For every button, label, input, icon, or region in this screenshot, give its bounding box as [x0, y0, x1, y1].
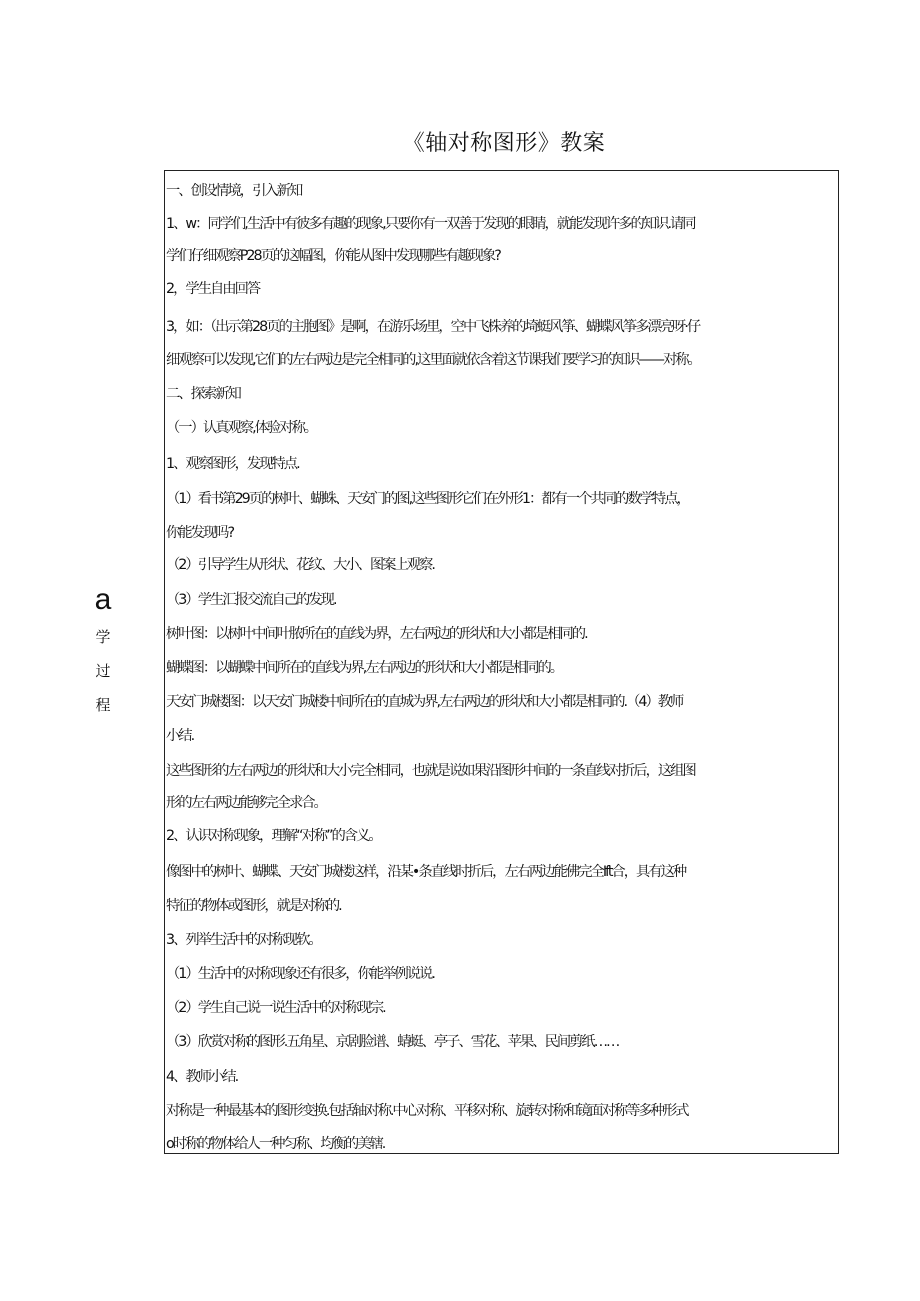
text-line: 4、教师小结.	[166, 1069, 238, 1085]
section-mark: a	[94, 583, 112, 616]
text-line: （1）生活中的对称现象还有很多，你能举例说说.	[166, 966, 434, 982]
text-line: 你能发现吗?	[166, 525, 234, 541]
section-char: 过	[95, 662, 111, 680]
text-line: 特征的物体或图形，就是对称的.	[166, 898, 341, 914]
text-line: 天安门城楼图：以天安门城楼中间所在的直城为界,左右两边的形状和大小都是相同的.（4）教师	[166, 694, 683, 710]
text-line: 树叶图：以树叶中间叶脓所在的直线为界，左右两边的形状和大小都是相同的.	[166, 626, 587, 642]
section-label	[70, 580, 136, 722]
text-line: 1、w：同学们,生活中有彼多有趣的现象,只要你有一双善于发现的眼睛，就能发现许多的知识.请同	[166, 216, 695, 232]
section-char: 学	[95, 628, 111, 646]
text-line: 3、列举生活中的对称现软。	[166, 932, 321, 948]
text-line: 学们仔细观察P28页的这幅图，你能从图中发现哪些有趣现象?	[166, 248, 500, 264]
text-line: 1、观察图形，发现特点.	[166, 456, 299, 472]
text-line: （1）看书第29页的树叶、蝴蛛、天安门的图,这些图形它们在外形1：都有一个共同的数学特点，	[166, 491, 689, 507]
text-line: 一、创设情境，引入新知	[166, 183, 302, 199]
text-line: 3，如：（出示第28页的主胞图》是啊，在游乐场里，空中飞株养的埼蜓风筝、蝴蝶风筝多漂亮呀·仔	[166, 319, 700, 335]
text-line: 细观察可以发现,它们的左右两边是完全相同的,这里面就依含着这节课我们要学习的知识——对称。	[166, 352, 700, 368]
text-line: o时称的物体给人一种匀称、均衡的美辖.	[166, 1136, 385, 1152]
text-line: （2）引导学生从形状、花纹、大小、图案上观察.	[166, 557, 434, 573]
page-title: 《轴对称图形》教案	[402, 131, 606, 156]
text-line: 蝴蝶图：以蝴蝶中间所在的直线为界,左右两边的形状和大小都是相同的。	[166, 660, 563, 676]
text-line: （2）学生自己说一说生活中的对称现宗.	[166, 1000, 385, 1016]
text-line: 二、探索新知	[166, 386, 240, 402]
text-line: 2、认识对称现象，理解“对称”的含义。	[166, 828, 381, 844]
text-line: 2，学生自由回答	[166, 281, 260, 297]
text-line: 像图中的树叶、蝴蝶、天安门城楼这样，沿某•条直线时折后，左右两边能佛完全Ift合，具有这种	[166, 864, 686, 880]
text-line: 这些图形的左右两边的形状和大小完全相同，也就是说如果沿图形中间的一条直线对折后，这组图	[166, 763, 695, 779]
text-line: （3）学生汇报交流自己的发现.	[166, 592, 336, 608]
text-line: （一）认真观察,体验对称。	[166, 420, 317, 436]
text-line: 小结.	[166, 728, 194, 744]
text-line: 对称是一种最基本的图形变换.包括轴对称.中心对称、平移对称、旋转对称和镜面对称等多种形式	[166, 1103, 688, 1119]
section-char: 程	[95, 696, 111, 714]
text-line: （3）欣赏对称的图形.五角星、京剧脸谱、蜻蜓、亭子、雪花、苹果、民间剪纸……	[166, 1034, 619, 1050]
text-line: 形的左右两边能够完全求合。	[166, 795, 326, 811]
